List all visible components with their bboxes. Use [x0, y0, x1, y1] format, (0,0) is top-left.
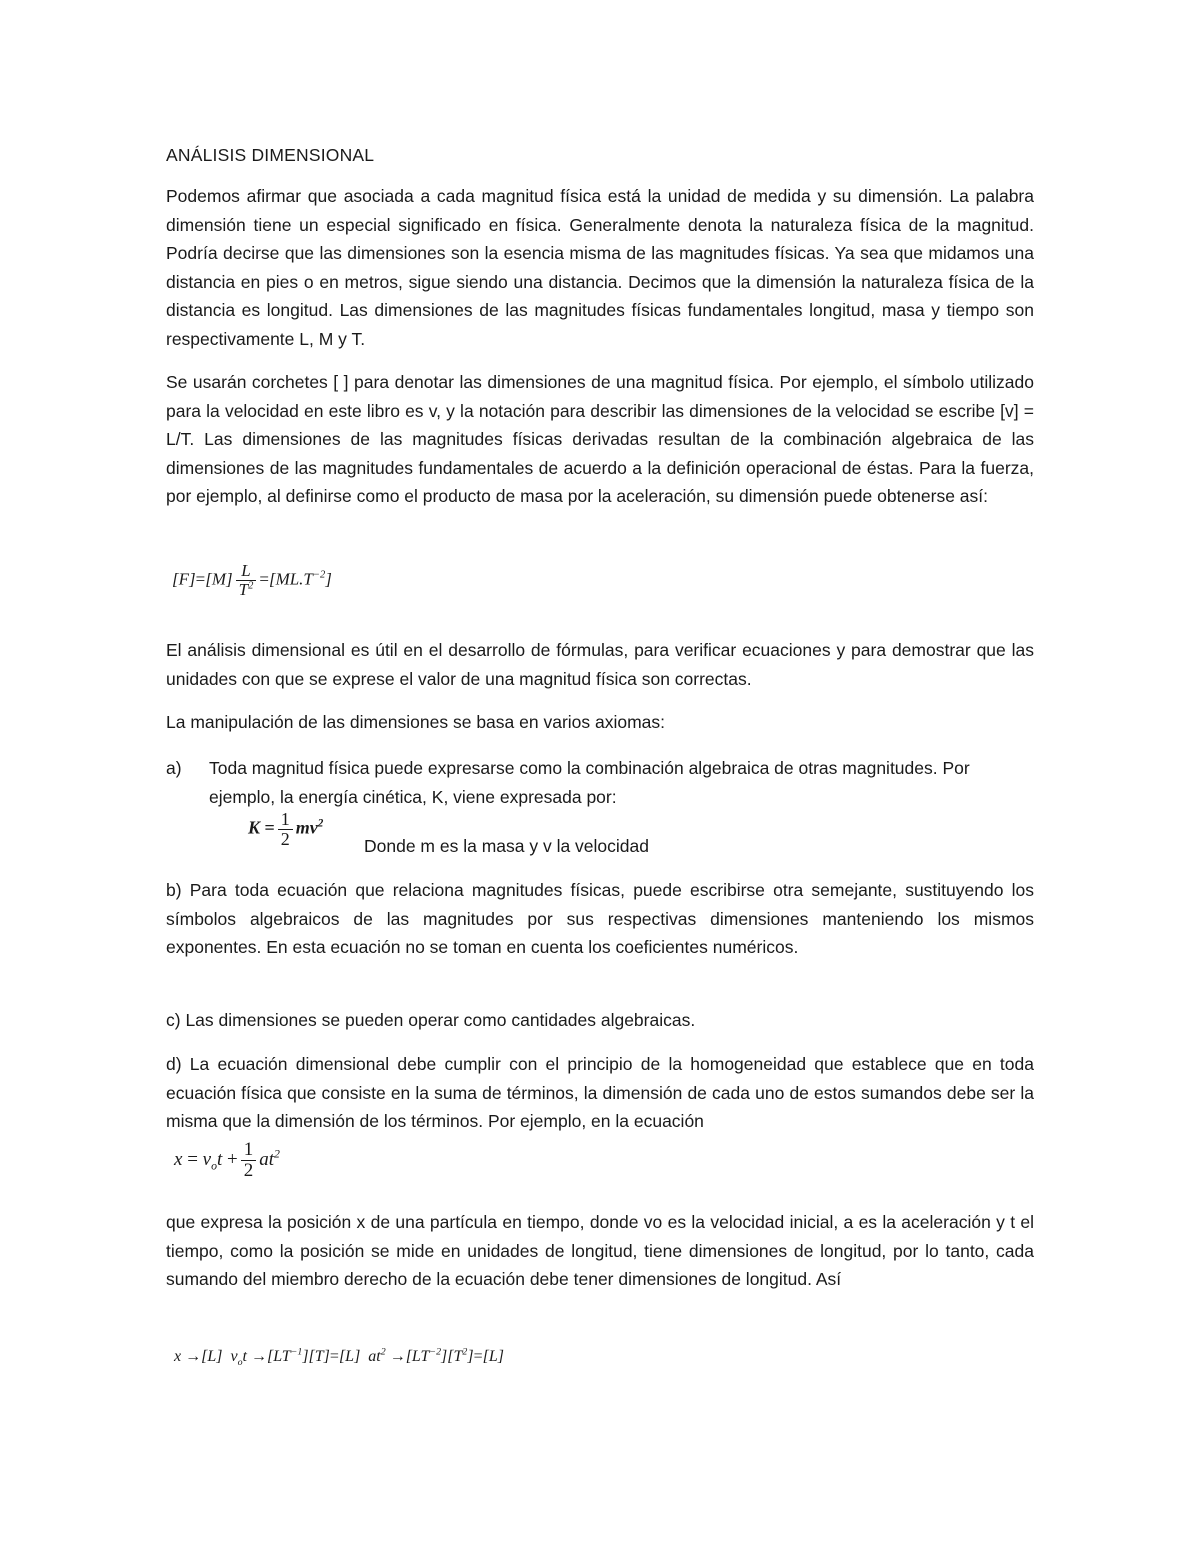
eq-dim-x-dim: [L] [201, 1348, 223, 1365]
eq-force-den-base: T [238, 579, 249, 599]
eq-kinetic-lhs: K [248, 817, 261, 838]
eq-force-numerator: L [236, 562, 257, 581]
eq-dim-equals-1: = [329, 1348, 339, 1365]
eq-pos-v-sub: o [211, 1159, 217, 1173]
eq-dim-x: x [174, 1348, 182, 1365]
paragraph-utility: El análisis dimensional es útil en el desarrollo de fórmulas, para verificar ecuaciones y para demostrar que las unidades con que se exprese el valor de una magnitud física son correctas. [166, 640, 1034, 689]
eq-dim-a-b: ][T [441, 1348, 463, 1365]
eq-pos-numerator: 1 [241, 1140, 257, 1161]
eq-pos-t: t [216, 1148, 223, 1170]
equation-dimensions [174, 1346, 504, 1369]
eq-pos-exp: 2 [274, 1147, 280, 1161]
axiom-a-note: Donde m es la masa y v la velocidad [364, 836, 649, 856]
eq-force-lhs: [F] [172, 569, 196, 589]
eq-force-rhs-base: [ML.T [268, 569, 313, 589]
eq-kinetic-fraction [278, 810, 293, 849]
eq-force-mass: [M] [205, 569, 233, 589]
eq-force-equals-1: = [195, 569, 206, 589]
eq-force-fraction [236, 562, 257, 599]
eq-force-den-exp: 2 [248, 580, 254, 592]
eq-pos-base: at [259, 1148, 275, 1170]
eq-dim-equals-2: = [473, 1348, 483, 1365]
eq-dim-a-c: ] [467, 1348, 474, 1365]
paragraph-intro: Podemos afirmar que asociada a cada magnitud física está la unidad de medida y su dimensión. La palabra dimensión tiene un especial significado en física. Generalmente denota la naturaleza física de la magnitud. Podría decirse que las dimensiones son la esencia misma de las magnitudes físicas. Ya sea que midamos una distancia en pies o en metros, sigue siendo una distancia. Decimos que la dimensión la naturaleza física de la distancia es longitud. Las dimensiones de las magnitudes físicas fundamentales longitud, masa y tiempo son respectivamente L, M y T. [166, 186, 1034, 349]
eq-kinetic-denominator: 2 [280, 828, 290, 849]
eq-dim-v-sub: o [237, 1357, 243, 1369]
eq-dim-v: v [230, 1348, 238, 1365]
axiom-a-label: a) [166, 758, 182, 778]
eq-dim-a-res: [L] [482, 1348, 504, 1365]
eq-force-rhs-close: ] [325, 569, 332, 589]
eq-dim-a: at [368, 1348, 381, 1365]
eq-dim-a-exp: 2 [380, 1346, 386, 1358]
eq-pos-lhs: x [174, 1148, 183, 1170]
axiom-item-d: d) La ecuación dimensional debe cumplir con el principio de la homogeneidad que establece que en toda ecuación física que consiste en la suma de términos, la dimensión de cada uno de estos sumandos debe ser la misma que la dimensión de los términos. Por ejemplo, en la ecuación [166, 1054, 1034, 1132]
axiom-item-c: c) Las dimensiones se pueden operar como cantidades algebraicas. [166, 1010, 696, 1030]
eq-dim-a-exp2: 2 [462, 1346, 468, 1358]
paragraph-axioms-intro: La manipulación de las dimensiones se basa en varios axiomas: [166, 712, 666, 732]
eq-kinetic-base: mv [295, 817, 318, 838]
paragraph-position: que expresa la posición x de una partícula en tiempo, donde vo es la velocidad inicial, a es la aceleración y t el tiempo, como la posición se mide en unidades de longitud, tiene dimensiones de longitud, por lo tanto, cada sumando del miembro derecho de la ecuación debe tener dimensiones de longitud. Así [166, 1212, 1034, 1290]
equation-kinetic-energy [248, 810, 323, 849]
eq-dim-a-a: [LT [405, 1348, 430, 1365]
eq-dim-arrow-2: → [250, 1348, 267, 1365]
paragraph-brackets: Se usarán corchetes [ ] para denotar las dimensiones de una magnitud física. Por ejemplo, el símbolo utilizado para la velocidad en este libro es v, y la notación para describir las dimensiones de la velocidad se escribe [v] = L/T. Las dimensiones de las magnitudes físicas derivadas resultan de la combinación algebraica de las dimensiones de las magnitudes fundamentales de acuerdo a la definición operacional de éstas. Para la fuerza, por ejemplo, al definirse como el producto de masa por la aceleración, su dimensión puede obtenerse así: [166, 372, 1034, 507]
eq-dim-arrow-1: → [185, 1348, 202, 1365]
eq-pos-equals: = [187, 1148, 198, 1170]
eq-pos-fraction [241, 1140, 257, 1181]
document-title: ANÁLISIS DIMENSIONAL [166, 145, 375, 165]
eq-pos-denominator: 2 [243, 1159, 254, 1181]
eq-force-rhs-exp: −2 [312, 569, 326, 581]
eq-kinetic-equals: = [264, 817, 275, 838]
eq-force-equals-2: = [259, 569, 269, 589]
eq-dim-a-exp1: −2 [429, 1346, 442, 1358]
eq-pos-plus: + [227, 1148, 238, 1170]
eq-pos-v: v [202, 1148, 212, 1170]
axiom-a-text: Toda magnitud física puede expresarse como la combinación algebraica de otras magnitudes. Por ejemplo, la energía cinética, K, viene expresada por: [209, 758, 970, 807]
eq-dim-v-res: [L] [338, 1348, 361, 1365]
equation-force-dimension [172, 562, 332, 599]
equation-position [174, 1140, 280, 1181]
axiom-item-b: b) Para toda ecuación que relaciona magnitudes físicas, puede escribirse otra semejante, sustituyendo los símbolos algebraicos de las magnitudes por sus respectivas dimensiones manteniendo los mismos exponentes. En esta ecuación no se toman en cuenta los coeficientes numéricos. [166, 880, 1034, 958]
eq-dim-v-a: [LT [266, 1348, 291, 1365]
eq-kinetic-exp: 2 [317, 817, 324, 830]
eq-dim-t: t [242, 1348, 247, 1365]
eq-dim-v-b: ][T] [302, 1348, 330, 1365]
eq-dim-arrow-3: → [389, 1348, 406, 1365]
eq-force-denominator [236, 581, 257, 599]
eq-dim-v-exp: −1 [290, 1346, 303, 1358]
eq-kinetic-numerator: 1 [278, 810, 293, 830]
